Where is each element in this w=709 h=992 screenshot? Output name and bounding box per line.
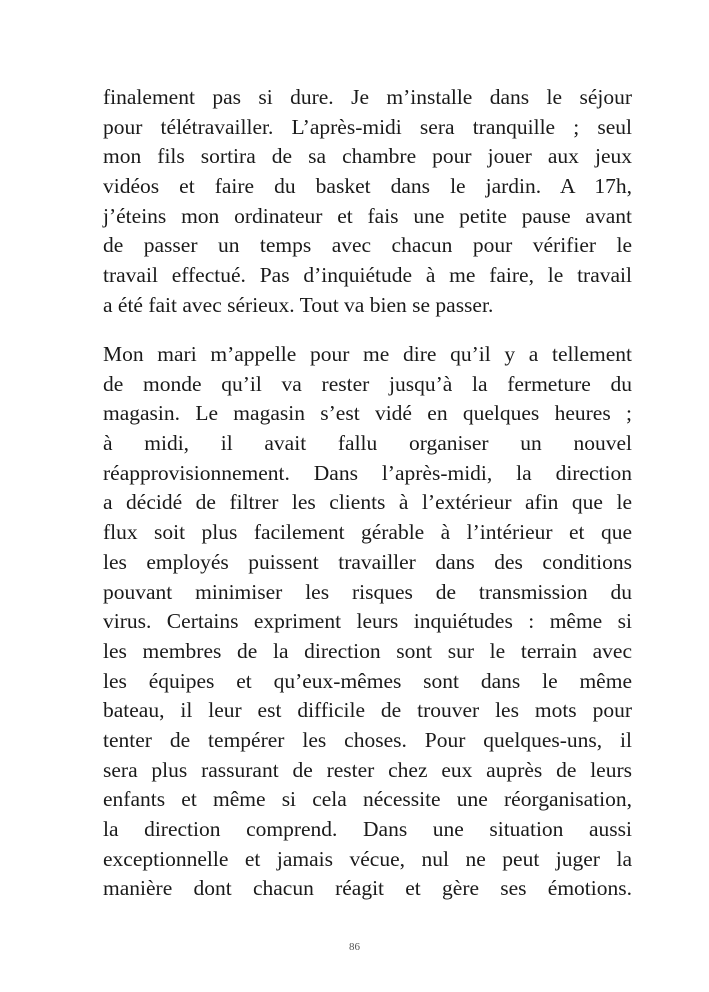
text-line: travail effectué. Pas d’inquiétude à me faire, le travail [103, 263, 632, 288]
text-line: pouvant minimiser les risques de transmission du [103, 579, 632, 604]
text-line: enfants et même si cela nécessite une réorganisation, [103, 787, 632, 812]
text-line: exceptionnelle et jamais vécue, nul ne peut juger la [103, 846, 632, 871]
text-line: virus. Certains expriment leurs inquiétudes : même si [103, 609, 632, 634]
text-line: les employés puissent travailler dans des conditions [103, 549, 632, 574]
text-line: mon fils sortira de sa chambre pour jouer aux jeux [103, 144, 632, 169]
text-line: Mon mari m’appelle pour me dire qu’il y a tellement [103, 342, 632, 366]
text-line: finalement pas si dure. Je m’installe dans le séjour [103, 85, 632, 109]
paragraph-1 [103, 83, 632, 321]
text-line: a décidé de filtrer les clients à l’extérieur afin que le [103, 490, 632, 515]
text-line: flux soit plus facilement gérable à l’intérieur et que [103, 520, 632, 545]
text-line: manière dont chacun réagit et gère ses émotions. [103, 876, 632, 901]
text-line: à midi, il avait fallu organiser un nouvel [103, 431, 632, 456]
text-line: réapprovisionnement. Dans l’après-midi, la direction [103, 460, 632, 485]
text-line: vidéos et faire du basket dans le jardin. A 17h, [103, 174, 632, 199]
text-line: bateau, il leur est difficile de trouver les mots pour [103, 698, 632, 723]
text-line: pour télétravailler. L’après-midi sera tranquille ; seul [103, 114, 632, 139]
text-line: de passer un temps avec chacun pour vérifier le [103, 233, 632, 258]
paragraph-2 [103, 340, 632, 904]
text-line: de monde qu’il va rester jusqu’à la fermeture du [103, 371, 632, 396]
text-line: j’éteins mon ordinateur et fais une petite pause avant [103, 203, 632, 228]
page-number: 86 [349, 941, 360, 953]
text-line: a été fait avec sérieux. Tout va bien se passer. [103, 292, 494, 317]
text-line: les membres de la direction sont sur le terrain avec [103, 638, 632, 663]
text-line: sera plus rassurant de rester chez eux auprès de leurs [103, 757, 632, 782]
text-line: magasin. Le magasin s’est vidé en quelques heures ; [103, 401, 632, 426]
text-line: tenter de tempérer les choses. Pour quelques-uns, il [103, 727, 632, 752]
text-line: la direction comprend. Dans une situation aussi [103, 817, 632, 841]
text-line: les équipes et qu’eux-mêmes sont dans le même [103, 668, 632, 693]
